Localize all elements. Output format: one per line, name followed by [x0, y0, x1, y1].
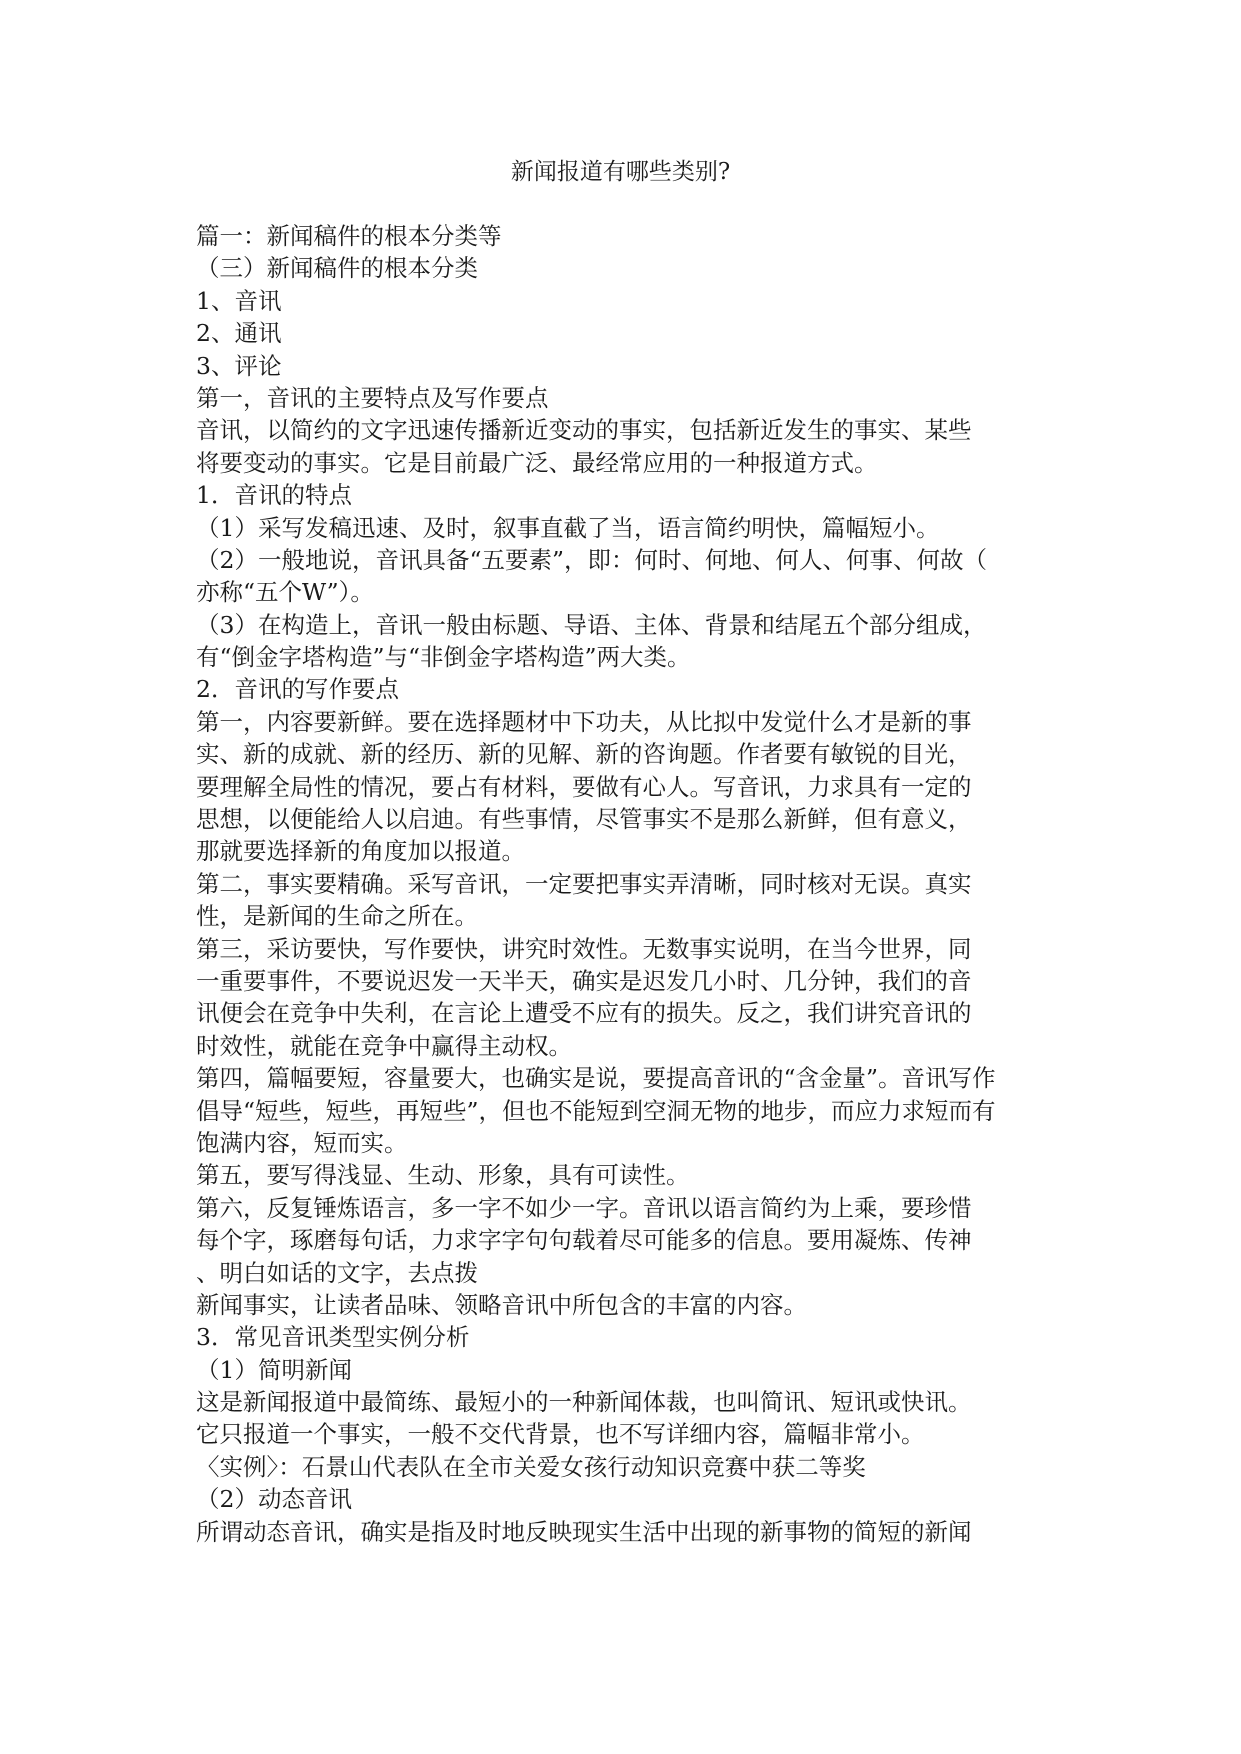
text-line: 它只报道一个事实，一般不交代背景，也不写详细内容，篇幅非常小。 [196, 1420, 925, 1449]
text-line: 亦称“五个W”）。 [196, 578, 374, 607]
text-line: 音讯，以简约的文字迅速传播新近变动的事实，包括新近发生的事实、某些 [196, 416, 972, 445]
text-line: 这是新闻报道中最简练、最短小的一种新闻体裁，也叫简讯、短讯或快讯。 [196, 1388, 972, 1417]
text-line: 有“倒金字塔构造”与“非倒金字塔构造”两大类。 [196, 643, 691, 672]
text-line: 所谓动态音讯，确实是指及时地反映现实生活中出现的新事物的简短的新闻 [196, 1517, 972, 1546]
text-line: 1、音讯 [196, 286, 282, 315]
text-line: 3、评论 [196, 351, 282, 380]
text-line: 2．音讯的写作要点 [196, 675, 399, 704]
text-line: 新闻事实，让读者品味、领略音讯中所包含的丰富的内容。 [196, 1290, 807, 1319]
text-line: （2）动态音讯 [196, 1485, 352, 1514]
text-line: 性，是新闻的生命之所在。 [196, 902, 478, 931]
document-title: 新闻报道有哪些类别? [510, 159, 731, 185]
text-line: 篇一：新闻稿件的根本分类等 [196, 222, 502, 250]
text-line: （1）简明新闻 [196, 1355, 352, 1384]
text-line: 第三，采访要快，写作要快，讲究时效性。无数事实说明，在当今世界，同 [196, 934, 972, 963]
text-line: 每个字，琢磨每句话，力求字字句句载着尽可能多的信息。要用凝炼、传神 [196, 1226, 972, 1255]
text-line: （3）在构造上，音讯一般由标题、导语、主体、背景和结尾五个部分组成， [196, 610, 987, 639]
text-line: 第五，要写得浅显、生动、形象，具有可读性。 [196, 1161, 690, 1190]
text-line: 要理解全局性的情况，要占有材料，要做有心人。写音讯，力求具有一定的 [196, 772, 972, 801]
text-line: 、明白如话的文字，去点拨 [196, 1258, 478, 1287]
text-line: 〈实例〉：石景山代表队在全市关爱女孩行动知识竞赛中获二等奖 [196, 1452, 866, 1481]
text-line: 饱满内容，短而实。 [196, 1128, 408, 1157]
text-line: （三）新闻稿件的根本分类 [196, 254, 478, 283]
text-line: 第六，反复锤炼语言，多一字不如少一字。音讯以语言简约为上乘，要珍惜 [196, 1193, 972, 1222]
text-line: 第二，事实要精确。采写音讯，一定要把事实弄清晰，同时核对无误。真实 [196, 869, 972, 898]
text-line: 思想，以便能给人以启迪。有些事情，尽管事实不是那么新鲜，但有意义， [196, 805, 972, 834]
text-line: 实、新的成就、新的经历、新的见解、新的咨询题。作者要有敏锐的目光， [196, 740, 972, 769]
text-line: （2）一般地说，音讯具备“五要素”，即：何时、何地、何人、何事、何故（ [196, 545, 987, 574]
document-body [196, 220, 1056, 1548]
text-line: 第四，篇幅要短，容量要大，也确实是说，要提高音讯的“含金量”。音讯写作 [196, 1064, 996, 1093]
text-line: 讯便会在竞争中失利，在言论上遭受不应有的损失。反之，我们讲究音讯的 [196, 999, 972, 1028]
text-line: 2、通讯 [196, 319, 282, 348]
text-line: 一重要事件，不要说迟发一天半天，确实是迟发几小时、几分钟，我们的音 [196, 966, 972, 995]
text-line: 将要变动的事实。它是目前最广泛、最经常应用的一种报道方式。 [196, 448, 878, 477]
text-line: 倡导“短些，短些，再短些”，但也不能短到空洞无物的地步，而应力求短而有 [196, 1096, 996, 1125]
text-line: 3．常见音讯类型实例分析 [196, 1323, 470, 1352]
text-line: 时效性，就能在竞争中赢得主动权。 [196, 1031, 572, 1060]
text-line: 1．音讯的特点 [196, 481, 352, 510]
text-line: 那就要选择新的角度加以报道。 [196, 837, 525, 866]
text-line: 第一，音讯的主要特点及写作要点 [196, 383, 549, 412]
text-line: 第一，内容要新鲜。要在选择题材中下功夫，从比拟中发觉什么才是新的事 [196, 707, 972, 736]
text-line: （1）采写发稿迅速、及时，叙事直截了当，语言简约明快，篇幅短小。 [196, 513, 940, 542]
